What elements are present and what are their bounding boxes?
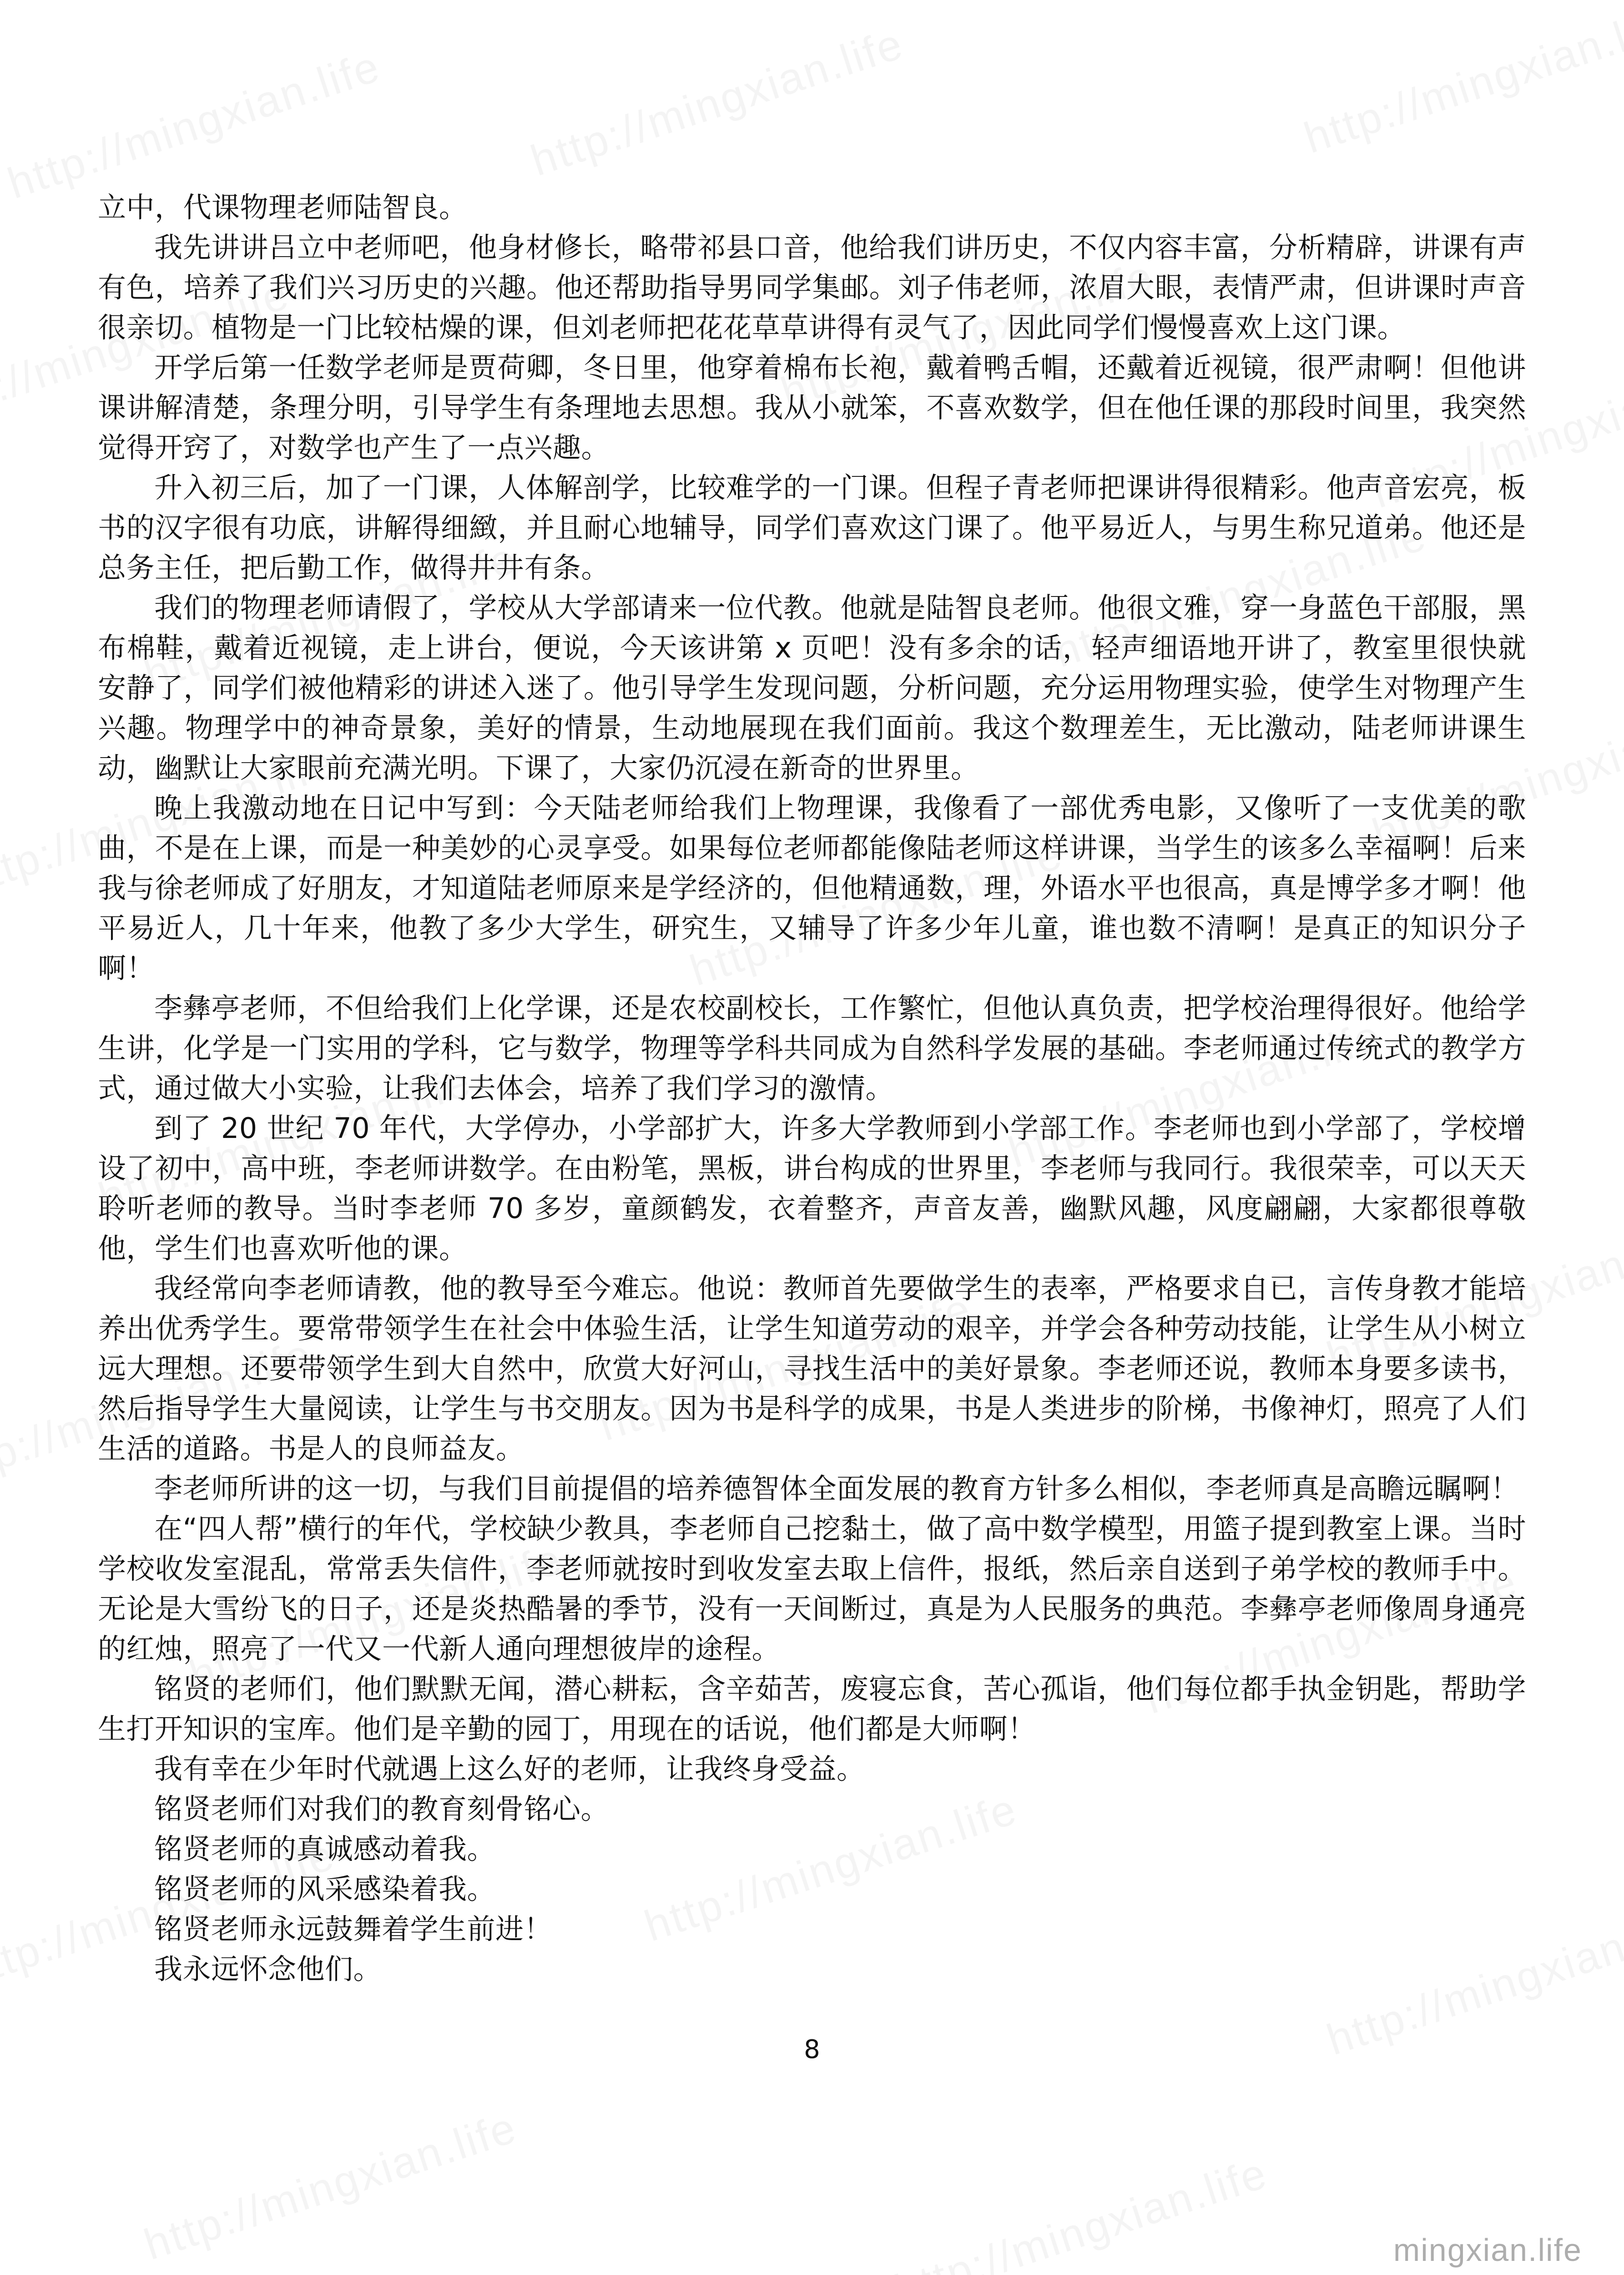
- watermark-text: [2, 41, 387, 209]
- paragraph: 升入初三后，加了一门课，人体解剖学，比较难学的一门课。但程子青老师把课讲得很精彩。他声音宏亮，板书的汉字很有功底，讲解得细緻，并且耐心地辅导，同学们喜欢这门课了。他平易近人，与男生称兄道弟。他还是总务主任，把后勤工作，做得井井有条。: [98, 471, 1526, 584]
- paragraph: 在“四人帮”横行的年代，学校缺少教具，李老师自己挖黏土，做了高中数学模型，用篮子提到教室上课。当时学校收发室混乱，常常丢失信件，李老师就按时到收发室去取上信件，报纸，然后亲自送到子弟学校的教师手中。无论是大雪纷飞的日子，还是炎热酷暑的季节，没有一天间断过，真是为人民服务的典范。李彝亭老师像周身通亮的红烛，照亮了一代又一代新人通向理想彼岸的途程。: [98, 1512, 1526, 1665]
- paragraph: 李老师所讲的这一切，与我们目前提倡的培养德智体全面发展的教育方针多么相似，李老师真是高瞻远瞩啊！: [154, 1472, 1519, 1505]
- paragraph: 到了 20 世纪 70 年代，大学停办，小学部扩大，许多大学教师到小学部工作。李老师也到小学部了，学校增设了初中，高中班，李老师讲数学。在由粉笔，黑板，讲台构成的世界里，李老师与我同行。我很荣幸，可以天天聆听老师的教导。当时李老师 70 多岁，童颜鹤发，衣着整齐，声音友善，幽默风趣，风度翩翩，大家都很尊敬他，学生们也喜欢听他的课。: [98, 1112, 1526, 1265]
- page-number: 8: [804, 2035, 820, 2064]
- paragraph: 开学后第一任数学老师是贾荷卿，冬日里，他穿着棉布长袍，戴着鸭舌帽，还戴着近视镜，很严肃啊！但他讲课讲解清楚，条理分明，引导学生有条理地去思想。我从小就笨，不喜欢数学，但在他任课的那段时间里，我突然觉得开窍了，对数学也产生了一点兴趣。: [98, 351, 1526, 464]
- watermark-text: [138, 2103, 523, 2270]
- paragraph: 我经常向李老师请教，他的教导至今难忘。他说：教师首先要做学生的表率，严格要求自已，言传身教才能培养出优秀学生。要常带领学生在社会中体验生活，让学生知道劳动的艰辛，并学会各种劳动技能，让学生从小树立远大理想。还要带领学生到大自然中，欣赏大好河山，寻找生活中的美好景象。李老师还说，教师本身要多读书，然后指导学生大量阅读，让学生与书交朋友。因为书是科学的成果，书是人类进步的阶梯，书像神灯，照亮了人们生活的道路。书是人的良师益友。: [98, 1272, 1526, 1465]
- paragraph: 我们的物理老师请假了，学校从大学部请来一位代教。他就是陆智良老师。他很文雅，穿一身蓝色干部服，黑布棉鞋，戴着近视镜，走上讲台，便说，今天该讲第 x 页吧！没有多余的话，轻声细语地开讲了，教室里很快就安静了，同学们被他精彩的讲述入迷了。他引导学生发现问题，分析问题，充分运用物理实验，使学生对物理产生兴趣。物理学中的神奇景象，美好的情景，生动地展现在我们面前。我这个数理差生，无比激动，陆老师讲课生动，幽默让大家眼前充满光明。下课了，大家仍沉浸在新奇的世界里。: [98, 591, 1526, 784]
- paragraph: 铭贤老师的真诚感动着我。: [154, 1832, 496, 1866]
- footer-watermark: mingxian.life: [1393, 2232, 1582, 2268]
- paragraph: 铭贤老师永远鼓舞着学生前进！: [154, 1912, 553, 1946]
- paragraph: 铭贤的老师们，他们默默无闻，潜心耕耘，含辛茹苦，废寝忘食，苦心孤诣，他们每位都手执金钥匙，帮助学生打开知识的宝库。他们是辛勤的园丁，用现在的话说，他们都是大师啊！: [98, 1672, 1526, 1745]
- paragraph: 李彝亭老师，不但给我们上化学课，还是农校副校长，工作繁忙，但他认真负责，把学校治理得很好。他给学生讲，化学是一门实用的学科，它与数学，物理等学科共同成为自然科学发展的基础。李老师通过传统式的教学方式，通过做大小实验，让我们去体会，培养了我们学习的激情。: [98, 991, 1526, 1105]
- watermark-text: [889, 2148, 1274, 2275]
- watermark-text: [525, 19, 910, 186]
- paragraph: 铭贤老师的风采感染着我。: [154, 1872, 496, 1906]
- paragraph: 我有幸在少年时代就遇上这么好的老师，让我终身受益。: [154, 1752, 865, 1785]
- paragraph: 立中，代课物理老师陆智良。: [98, 191, 468, 224]
- watermark-text: [1298, 0, 1624, 163]
- paragraph: 我永远怀念他们。: [154, 1952, 382, 1986]
- paragraph: 铭贤老师们对我们的教育刻骨铭心。: [154, 1792, 610, 1825]
- document-body: [98, 187, 1526, 1989]
- paragraph: 我先讲讲吕立中老师吧，他身材修长，略带祁县口音，他给我们讲历史，不仅内容丰富，分析精辟，讲课有声有色，培养了我们兴习历史的兴趣。他还帮助指导男同学集邮。刘子伟老师，浓眉大眼，表情严肃，但讲课时声音很亲切。植物是一门比较枯燥的课，但刘老师把花花草草讲得有灵气了，因此同学们慢慢喜欢上这门课。: [98, 231, 1526, 344]
- paragraph: 晚上我激动地在日记中写到：今天陆老师给我们上物理课，我像看了一部优秀电影，又像听了一支优美的歌曲，不是在上课，而是一种美妙的心灵享受。如果每位老师都能像陆老师这样讲课，当学生的该多么幸福啊！后来我与徐老师成了好朋友，才知道陆老师原来是学经济的，但他精通数，理，外语水平也很高，真是博学多才啊！他平易近人，几十年来，他教了多少大学生，研究生，又辅导了许多少年儿童，谁也数不清啊！是真正的知识分子啊！: [98, 791, 1526, 985]
